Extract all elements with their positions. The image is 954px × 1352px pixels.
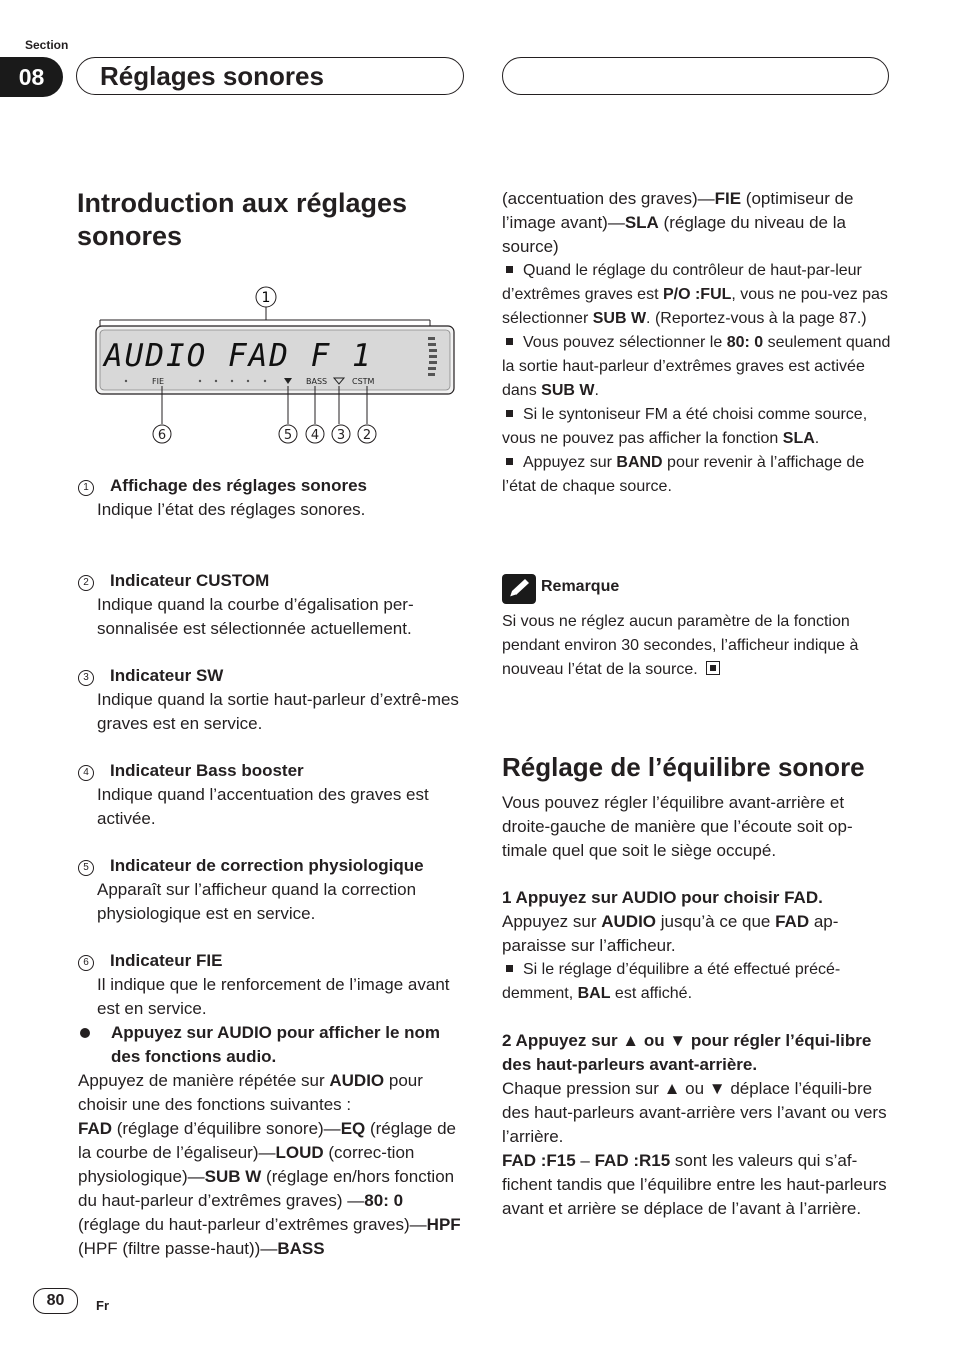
step-audio-functions <box>78 1021 470 1261</box>
indicator-fie: FIE <box>152 377 165 386</box>
step-1-title: 1 Appuyez sur AUDIO pour choisir FAD. <box>502 888 823 907</box>
indicator-cstm: CSTM <box>352 377 375 386</box>
page-number: 80 <box>33 1288 78 1314</box>
item-desc: Indique quand la sortie haut-parleur d’extrê-mes graves est en service. <box>97 690 459 733</box>
item-desc: Indique quand l’accentuation des graves est activée. <box>97 785 429 828</box>
item-list <box>78 474 468 1044</box>
end-mark-icon <box>706 661 720 675</box>
list-item: Vous pouvez sélectionner le 80: 0 seulement quand la sortie haut-parleur d’extrêmes graves est activée dans SUB W. <box>502 334 891 399</box>
item-title: Affichage des réglages sonores <box>110 476 367 495</box>
display-text: AUDIO FAD F 1 <box>104 338 373 374</box>
section-number-badge: 08 <box>0 57 63 97</box>
list-item: 6 Indicateur FIE Il indique que le renforcement de l’image avant est en service. <box>78 949 468 1044</box>
step-2-title: 2 Appuyez sur ▲ ou ▼ pour régler l’équi-libre des haut-parleurs avant-arrière. <box>502 1031 872 1074</box>
item-title: Indicateur de correction physiologique <box>110 856 424 875</box>
item-title: Indicateur CUSTOM <box>110 571 270 590</box>
list-item: 4 Indicateur Bass booster Indique quand l’accentuation des graves est activée. <box>78 759 468 854</box>
callout-2: 2 <box>362 428 372 443</box>
list-item: 2 Indicateur CUSTOM Indique quand la courbe d’égalisation per-sonnalisée est sélectionnée actuellement. <box>78 569 468 664</box>
continued-text: (accentuation des graves)—FIE (optimiseur de l’image avant)—SLA (réglage du niveau de la source) <box>502 189 854 256</box>
item-desc: Il indique que le renforcement de l’image avant est en service. <box>97 975 450 1018</box>
indicator-bass: BASS <box>306 377 328 386</box>
step-1-bullet: Si le réglage d’équilibre a été effectué précé-demment, BAL est affiché. <box>502 961 841 1002</box>
step-title: Appuyez sur AUDIO pour afficher le nom des fonctions audio. <box>111 1023 441 1066</box>
note-text: Si vous ne réglez aucun paramètre de la fonction pendant environ 30 secondes, l’afficheur indique à nouveau l’état de la source. <box>502 613 859 678</box>
note-pencil-icon <box>502 574 536 604</box>
callout-5: 5 <box>283 428 293 443</box>
item-desc: Indique quand la courbe d’égalisation per-sonnalisée est sélectionnée actuellement. <box>97 595 414 638</box>
item-title: Indicateur Bass booster <box>110 761 304 780</box>
list-item: Quand le réglage du contrôleur de haut-par-leur d’extrêmes graves est P/O :FUL, vous ne pou-vez pas sélectionner SUB W. (Reportez-vous à la page 87.) <box>502 262 888 327</box>
section-heading-balance: Réglage de l’équilibre sonore <box>502 752 865 782</box>
note-title: Remarque <box>541 578 620 595</box>
section-label: Section <box>25 38 69 52</box>
list-item: 1 Affichage des réglages sonores Indique l’état des réglages sonores. <box>78 474 468 569</box>
language-code: Fr <box>96 1298 109 1313</box>
page-title: Réglages sonores <box>100 61 324 91</box>
callout-4: 4 <box>310 428 320 443</box>
callout-6: 6 <box>157 428 167 443</box>
list-item: Si le syntoniseur FM a été choisi comme source, vous ne pouvez pas afficher la fonction SLA. <box>502 406 868 447</box>
list-item: Appuyez sur BAND pour revenir à l’affichage de l’état de chaque source. <box>502 454 865 495</box>
header-empty-frame <box>502 57 889 95</box>
item-title: Indicateur FIE <box>110 951 223 970</box>
item-title: Indicateur SW <box>110 666 224 685</box>
list-item: 5 Indicateur de correction physiologique Apparaît sur l’afficheur quand la correction physiologique est en service. <box>78 854 468 949</box>
callout-3: 3 <box>336 428 346 443</box>
bullet-dot <box>80 1028 90 1038</box>
step-2-values: FAD :F15 – FAD :R15 sont les valeurs qui s’af-fichent tandis que l’équilibre entre les haut-parleurs avant et arrière se déplace de l’avant à l’arrière. <box>502 1151 887 1218</box>
audio-display-figure <box>90 282 460 447</box>
balance-intro: Vous pouvez régler l’équilibre avant-arrière et droite-gauche de manière que l’écoute soit op-timale quel que soit le siège occupé. <box>502 793 853 860</box>
step-2-body: Chaque pression sur ▲ ou ▼ déplace l’équili-bre des haut-parleurs avant-arrière vers l’avant ou vers l’arrière. <box>502 1079 887 1146</box>
list-item: 3 Indicateur SW Indique quand la sortie haut-parleur d’extrê-mes graves est en service. <box>78 664 468 759</box>
section-heading-intro: Introduction aux réglages sonores <box>77 188 408 251</box>
item-desc: Apparaît sur l’afficheur quand la correction physiologique est en service. <box>97 880 417 923</box>
step-1-body: Appuyez sur AUDIO jusqu’à ce que FAD ap-paraisse sur l’afficheur. <box>502 912 839 955</box>
step-body: Appuyez de manière répétée sur AUDIO pour choisir une des fonctions suivantes : FAD (réglage d’équilibre sonore)—EQ (réglage de la courbe de l’égaliseur)—LOUD (correc-tion physiologique)—SUB W (réglage en/hors fonction du haut-parleur d’extrêmes graves) —80: 0 (réglage du haut-parleur d’extrêmes graves)—HPF (HPF (filtre passe-haut))—BASS <box>78 1071 461 1258</box>
callout-1: 1 <box>261 290 271 306</box>
item-desc: Indique l’état des réglages sonores. <box>97 500 366 519</box>
bullet-list <box>502 259 894 499</box>
